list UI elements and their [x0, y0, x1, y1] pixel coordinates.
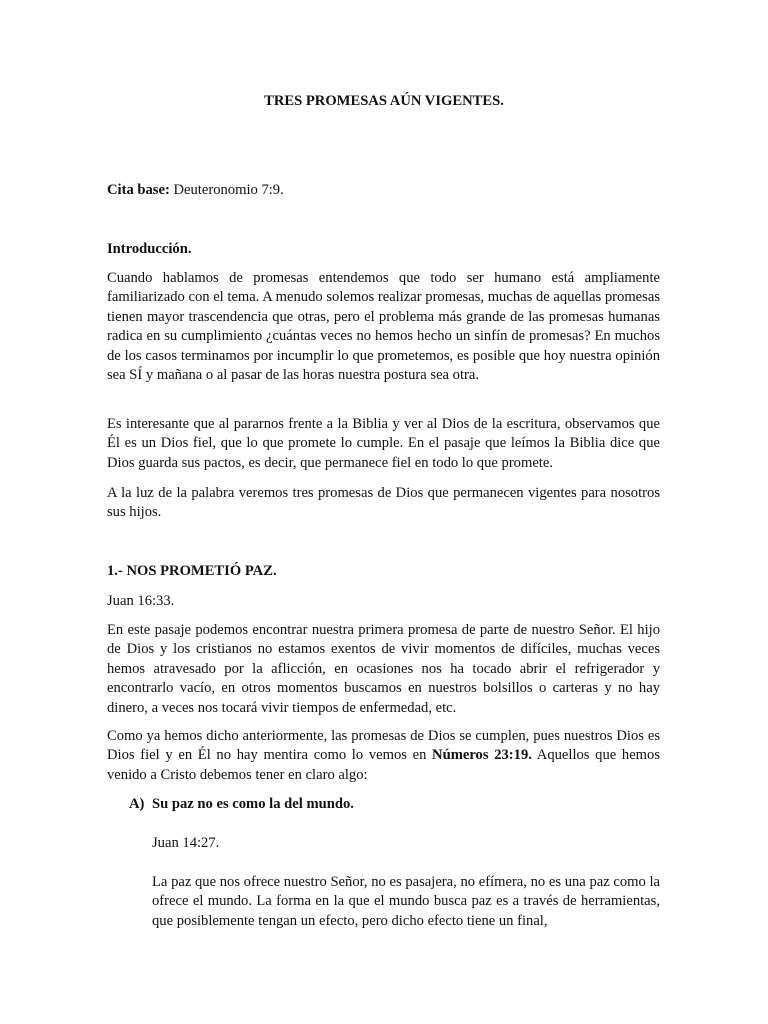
section-1-paragraph-2 [107, 727, 660, 785]
point-a-heading [129, 795, 354, 814]
intro-heading: Introducción. [107, 241, 192, 257]
cita-base-label: Cita base: [107, 182, 170, 198]
intro-paragraph-3: A la luz de la palabra veremos tres promesas de Dios que permanecen vigentes para nosotros sus hijos. [107, 485, 660, 521]
section-1-reference: Juan 16:33. [107, 593, 175, 609]
intro-paragraph-2: Es interesante que al pararnos frente a la Biblia y ver al Dios de la escritura, observamos que Él es un Dios fiel, que lo que promete lo cumple. En el pasaje que leímos la Biblia dice que Dios guarda sus pactos, es decir, que permanece fiel en todo lo que promete. [107, 416, 660, 471]
cita-base-value: Deuteronomio 7:9. [169, 182, 284, 198]
section-1-paragraph-2-start: Como ya hemos dicho anteriormente, las promesas de Dios se cumplen, pues nuestros Dios es Dios fiel y en Él no hay mentira como lo vemos en [107, 728, 660, 764]
point-a-marker: A) [129, 796, 145, 812]
document-title: TRES PROMESAS AÚN VIGENTES. [264, 93, 504, 109]
point-a-label: Su paz no es como la del mundo. [152, 796, 354, 812]
intro-paragraph-1: Cuando hablamos de promesas entendemos que todo ser humano está ampliamente familiarizado con el tema. A menudo solemos realizar promesas, muchas de aquellas promesas tienen mayor trascendencia que otras, pero el problema más grande de las promesas humanas radica en su cumplimiento ¿cuántas veces no hemos hecho un sinfín de promesas? En muchos de los casos terminamos por incumplir lo que prometemos, es posible que hoy nuestra opinión sea SÍ y mañana o al pasar de las horas nuestra postura sea otra. [107, 270, 660, 384]
point-a-reference: Juan 14:27. [152, 835, 220, 851]
numeros-reference: Números 23:19. [432, 747, 532, 764]
section-1-heading: 1.- NOS PROMETIÓ PAZ. [107, 563, 277, 579]
point-a-paragraph: La paz que nos ofrece nuestro Señor, no es pasajera, no efímera, no es una paz como la ofrece el mundo. La forma en la que el mundo busca paz es a través de herramientas, que posiblemente tengan un efecto, pero dicho efecto tiene un final, [152, 874, 660, 929]
section-1-paragraph-2-end: Aquellos que hemos venido a Cristo debemos tener en claro algo: [107, 747, 660, 783]
section-1-paragraph-1: En este pasaje podemos encontrar nuestra primera promesa de parte de nuestro Señor. El hijo de Dios y los cristianos no estamos exentos de vivir momentos de difíciles, muchas veces hemos atravesado por la aflicción, en ocasiones nos ha tocado abrir el refrigerador y encontrarlo vacío, en otros momentos buscamos en nuestros bolsillos o carteras y no hay dinero, a veces nos tocará vivir tiempos de enfermedad, etc. [107, 622, 660, 716]
cita-base-line [107, 181, 660, 200]
